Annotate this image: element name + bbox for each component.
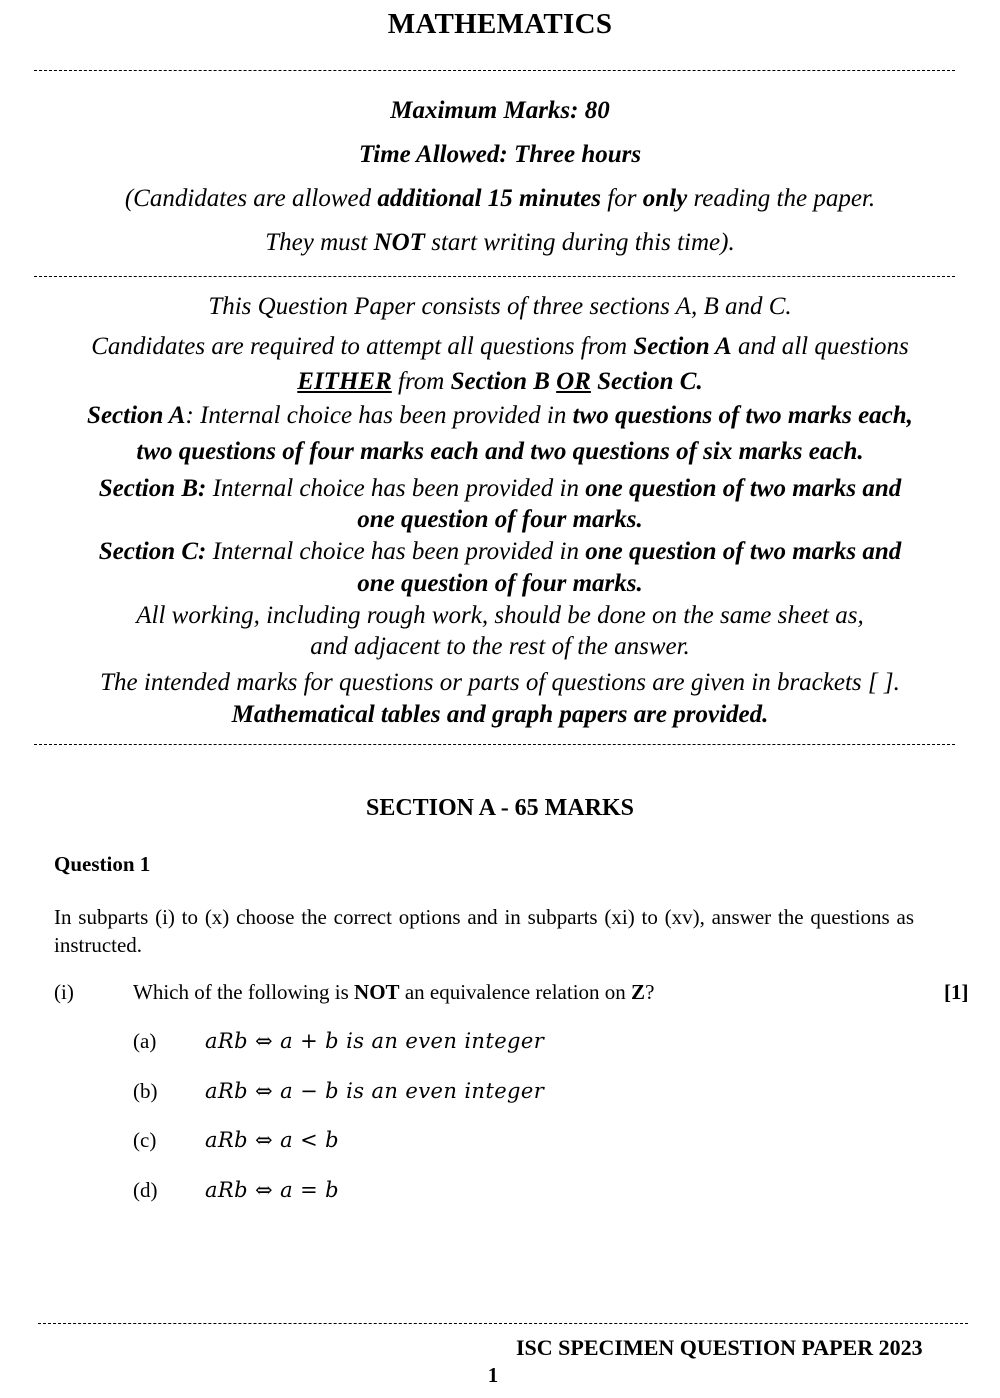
section-b-choice-line-2: one question of four marks. <box>357 506 643 533</box>
section-a-heading: SECTION A - 65 MARKS <box>365 795 635 821</box>
option-label: (a) <box>133 1029 157 1053</box>
section-a-choice-line-1 <box>0 402 1000 430</box>
text-bold: NOT <box>373 229 425 256</box>
time-allowed: Time Allowed: Three hours <box>358 141 642 168</box>
marks-brackets-note: The intended marks for questions or parts of questions are given in brackets [ ]. <box>100 669 900 696</box>
option-expression: aRb ⇔ a − b is an even integer <box>205 1079 545 1103</box>
text: Which of the following is <box>133 980 355 1004</box>
text: They must <box>265 229 374 256</box>
text-bold: only <box>642 185 688 212</box>
paper-sections-note: This Question Paper consists of three sections A, B and C. <box>208 293 792 320</box>
text: (Candidates are allowed <box>124 185 378 212</box>
text: start writing during this time). <box>424 229 735 256</box>
text: Internal choice has been provided in <box>206 475 586 502</box>
reading-time-line-2 <box>0 229 1000 257</box>
divider <box>34 744 955 745</box>
option-expression: aRb ⇔ a < b <box>205 1128 340 1152</box>
text: reading the paper. <box>687 185 876 212</box>
text-bold: Section B: <box>98 475 207 502</box>
page-number: 1 <box>487 1363 499 1387</box>
working-note-line-1: All working, including rough work, should be done on the same sheet as, <box>136 602 864 629</box>
text: and all questions <box>731 333 909 360</box>
text: for <box>601 185 643 212</box>
footer-divider <box>38 1323 968 1324</box>
text-bold: Z <box>631 980 646 1004</box>
attempt-instruction-line-1 <box>0 333 1000 361</box>
text: from <box>391 368 451 395</box>
section-c-choice-line-1 <box>0 538 1000 566</box>
divider <box>34 70 955 71</box>
text: : Internal choice has been provided in <box>185 402 573 429</box>
question-title: Question 1 <box>54 852 151 876</box>
section-c-choice-line-2: one question of four marks. <box>357 570 643 597</box>
text-bold-underline: OR <box>556 368 591 395</box>
tables-note: Mathematical tables and graph papers are provided. <box>231 701 769 728</box>
text-bold: one question of two marks and <box>585 475 902 502</box>
text-bold: NOT <box>354 980 400 1004</box>
reading-time-line-1 <box>0 185 1000 213</box>
option-expression: aRb ⇔ a + b is an even integer <box>205 1029 545 1053</box>
text-bold: Section A <box>633 333 732 360</box>
option-label: (b) <box>133 1079 158 1103</box>
option-expression: aRb ⇔ a = b <box>205 1178 340 1202</box>
text-bold: Section C. <box>590 368 703 395</box>
page-title: MATHEMATICS <box>387 8 613 40</box>
text-bold: one question of two marks and <box>585 538 902 565</box>
attempt-instruction-line-2 <box>0 368 1000 396</box>
text-bold: Section C: <box>98 538 207 565</box>
option-label: (d) <box>133 1178 158 1202</box>
text-bold: Section B <box>450 368 550 395</box>
subpart-question <box>133 980 654 1005</box>
footer-paper-name: ISC SPECIMEN QUESTION PAPER 2023 <box>516 1335 923 1360</box>
section-a-choice-line-2: two questions of four marks each and two questions of six marks each. <box>136 438 864 465</box>
text: Candidates are required to attempt all questions from <box>91 333 634 360</box>
maximum-marks: Maximum Marks: 80 <box>390 97 610 124</box>
divider <box>34 276 955 277</box>
section-b-choice-line-1 <box>0 475 1000 503</box>
text-bold: two questions of two marks each, <box>572 402 913 429</box>
option-label: (c) <box>133 1128 157 1152</box>
text-bold-underline: EITHER <box>297 368 392 395</box>
subpart-label: (i) <box>54 980 74 1004</box>
text: Internal choice has been provided in <box>206 538 586 565</box>
text-bold: Section A <box>87 402 186 429</box>
text: an equivalence relation on <box>399 980 632 1004</box>
question-instruction: In subparts (i) to (x) choose the correct options and in subparts (xi) to (xv), answer the questions as instructed. <box>54 905 914 957</box>
text: ? <box>645 980 655 1004</box>
working-note-line-2: and adjacent to the rest of the answer. <box>310 633 690 660</box>
marks-badge: [1] <box>944 980 969 1004</box>
text-bold: additional 15 minutes <box>377 185 602 212</box>
